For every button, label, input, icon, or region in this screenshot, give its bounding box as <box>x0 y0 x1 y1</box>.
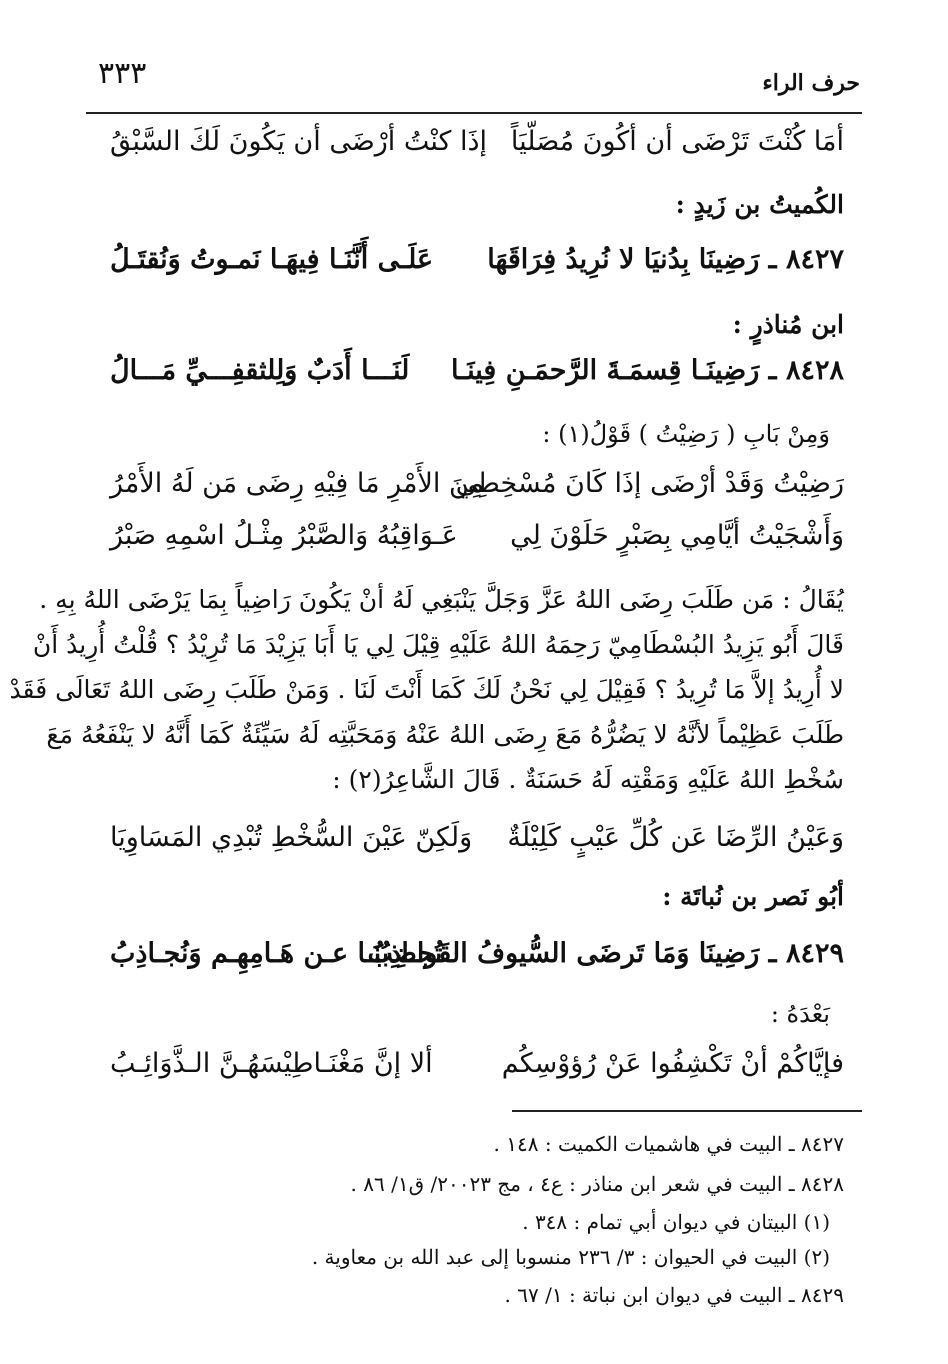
poet-name: الكُميتُ بن زَيدٍ : <box>675 190 844 219</box>
verse-first-hemistich: وَعَيْنُ الرِّضَا عَن كُلِّ عَيْبٍ كَلِيْلَةٌ <box>507 822 844 853</box>
verse-line <box>110 520 844 568</box>
footnote: (٢) البيت في الحيوان : ٣/ ٢٣٦ منسوبا إلى عبد الله بن معاوية . <box>311 1245 830 1269</box>
verse-first-hemistich: فإيَّاكُمْ أنْ تَكْشِفُوا عَنْ رُؤوْسِكُم <box>501 1048 844 1079</box>
footnote: (١) البيتان في ديوان أبي تمام : ٣٤٨ . <box>522 1210 830 1234</box>
verse-second-hemistich: وَلَكِنّ عَيْنَ السُّخْطِ تُبْدِي المَسَاوِيَا <box>110 822 473 853</box>
verse-first-hemistich: ٨٤٢٩ ـ رَضِينَا وَمَا تَرضَى السُّيوفُ القَواضِبُ <box>367 938 844 969</box>
verse-second-hemistich: عَلَـى أَنَّنَـا فِيهَـا نَمـوتُ وَنُقتَـلُ <box>110 244 434 275</box>
verse-line <box>110 244 844 292</box>
verse-line <box>110 468 844 516</box>
footnote-divider <box>512 1110 862 1112</box>
verse-second-hemistich: لَنَـــا أَدَبٌ وَلِلثقفِـــيِّ مَـــالُ <box>110 355 410 386</box>
running-title: حرف الراء <box>762 70 860 96</box>
section-intro: بَعْدَهُ : <box>770 1000 830 1028</box>
footnote: ٨٤٢٩ ـ البيت في ديوان ابن نباتة : ١/ ٦٧ . <box>504 1283 844 1307</box>
prose-line: قَالَ أَبُو يَزِيدُ البُسْطَامِيّ رَحِمَهُ اللهُ عَلَيْهِ قِيْلَ لِي يَا أَبَا يَزِيْدَ مَا تُرِيْدُ ؟ قُلْتُ أُرِيدُ أَنْ <box>32 630 844 659</box>
verse-first-hemistich: ٨٤٢٧ ـ رَضِينَا بِدُنيَا لا نُرِيدُ فِرَاقَهَا <box>487 244 844 275</box>
verse-first-hemistich: رَضِيْتُ وَقَدْ أرْضَى إذَا كَانَ مُسْخِطِي <box>455 468 844 499</box>
prose-line: سُخْطِ اللهُ عَلَيْهِ وَمَقْتِه لَهُ حَسَنَةٌ . قَالَ الشَّاعِرُ(٢) : <box>332 765 844 794</box>
verse-line <box>110 126 844 174</box>
verse-first-hemistich: أمَا كُنْتَ تَرْضَى أن أكُونَ مُصَلّيَاً <box>510 126 844 157</box>
prose-line: طَلَبَ عَظِيْماً لأنَّهُ لا يَضُرُّهُ مَعَ رِضَى اللهُ عَنْهُ وَمَحَبَّتِه لَهُ سَيِّئَةٌ كَمَا أَنَّهُ لا يَنْفَعُهُ مَعَ <box>46 720 844 749</box>
poet-name: ابن مُناذرٍ : <box>732 310 844 339</box>
verse-first-hemistich: وَأَشْجَيْتُ أيَّامِي بِصَبْرٍ حَلَوْنَ لِي <box>510 520 844 551</box>
verse-line <box>110 355 844 403</box>
verse-second-hemistich: إذَا كنْتُ أرْضَى أن يَكُونَ لَكَ السَّبْقُ <box>110 126 487 157</box>
prose-line: يُقَالُ : مَن طَلَبَ رِضَى اللهُ عَزَّ وَجَلَّ يَنْبَغِي لَهُ أنْ يَكُونَ رَاضِياً بِمَا يَرْضَى اللهُ بِهِ . <box>39 585 844 614</box>
verse-line <box>110 1048 844 1096</box>
page-number: ٣٣٣ <box>98 56 147 91</box>
verse-second-hemistich: ألا إنَّ مَغْنَـاطِيْسَهُـنَّ الـذَّوَائِـبُ <box>110 1048 433 1079</box>
footnote: ٨٤٢٨ ـ البيت في شعر ابن مناذر : ع٤ ، مج ٢٠٠٢٣/ ق١/ ٨٦ . <box>350 1172 844 1196</box>
verse-first-hemistich: ٨٤٢٨ ـ رَضِينَـا قِسمَـةَ الرَّحمَـنِ فِينَـا <box>450 355 844 386</box>
section-intro: وَمِنْ بَابِ ( رَضِيْتُ ) قَوْلُ(١) : <box>542 420 830 448</box>
header-divider <box>86 112 862 114</box>
verse-line <box>110 822 844 870</box>
verse-second-hemistich: تُجـاذِبُنَـا عـن هَـامِهِـم وَنُجـاذِبُ <box>110 938 443 969</box>
footnote: ٨٤٢٧ ـ البيت في هاشميات الكميت : ١٤٨ . <box>493 1132 844 1156</box>
poet-name: أبُو نَصر بن نُباتَة : <box>662 882 844 911</box>
verse-second-hemistich: مِنَ الأَمْرِ مَا فِيْهِ رِضَى مَن لَهُ الأَمْرُ <box>110 468 485 499</box>
prose-line: لا أُرِيدُ إلاَّ مَا تُرِيدُ ؟ فَقِيْلَ لِي نَحْنُ لَكَ كَمَا أَنْتَ لَنَا . وَمَنْ طَلَبَ رِضَى اللهُ تَعَالَى فَقَدْ <box>9 675 844 704</box>
verse-second-hemistich: عَـوَاقِبُهُ وَالصَّبْرُ مِثْـلُ اسْمِهِ صَبْرُ <box>110 520 458 551</box>
verse-line <box>110 938 844 986</box>
